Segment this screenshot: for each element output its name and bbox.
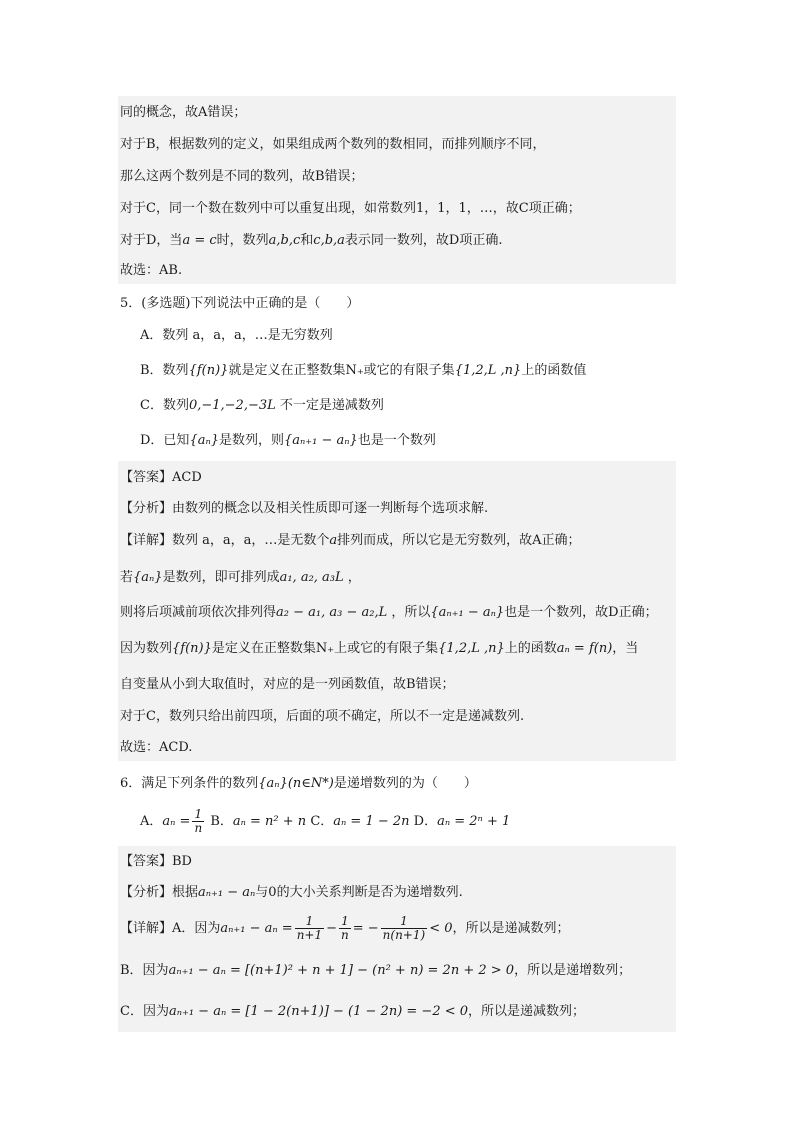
detail-line bbox=[120, 532, 581, 550]
option-c bbox=[310, 814, 413, 829]
math-expr: = − bbox=[352, 921, 379, 936]
numerator: 1 bbox=[295, 915, 324, 929]
text-run: C．因为 bbox=[120, 1004, 169, 1019]
text-line: 故选：AB. bbox=[120, 263, 183, 278]
math-expr: {aₙ₊₁ − aₙ} bbox=[284, 433, 358, 448]
fraction bbox=[381, 915, 428, 942]
text-run: 也是一个数列 bbox=[357, 433, 436, 448]
math-expr: a = c bbox=[182, 233, 217, 248]
text-line: 那么这两个数列是不同的数列，故B错误； bbox=[120, 169, 364, 184]
math-expr: 0,−1,−2,−3L bbox=[188, 398, 276, 413]
numerator: 1 bbox=[192, 808, 204, 822]
text-run: 则将后项减前项依次排列得 bbox=[120, 605, 277, 620]
text-run: ，所以 bbox=[387, 605, 431, 620]
math-expr: {aₙ}(n∈N*) bbox=[258, 776, 334, 791]
option-b bbox=[210, 814, 310, 829]
math-expr: {aₙ₊₁ − aₙ} bbox=[430, 605, 505, 620]
fraction bbox=[295, 915, 324, 942]
option-b bbox=[140, 362, 586, 380]
numerator: 1 bbox=[381, 915, 428, 929]
text-run: 时，数列 bbox=[216, 233, 269, 248]
option-c bbox=[140, 397, 384, 415]
text-run: ，当 bbox=[612, 641, 639, 656]
math-expr: a₁, a₂, a₃L bbox=[279, 570, 344, 585]
text-run: C．数列 bbox=[140, 398, 189, 413]
option-row bbox=[140, 808, 660, 842]
math-expr: c,b,a bbox=[313, 233, 345, 248]
math-expr: aₙ = n² + n bbox=[232, 814, 307, 829]
text-run: 是定义在正整数集N₊上或它的有限子集 bbox=[211, 641, 439, 656]
text-run: 若 bbox=[120, 570, 134, 585]
math-expr: aₙ₊₁ − aₙ = [(n+1)² + n + 1] − (n² + n) = 2n + 2 > 0 bbox=[168, 963, 515, 978]
text-run: ， bbox=[343, 570, 361, 585]
detail-line: 故选：ACD. bbox=[120, 740, 193, 755]
text-run: 对于D，当 bbox=[120, 233, 183, 248]
math-expr: {1,2,L ,n} bbox=[438, 641, 505, 656]
numerator: 1 bbox=[339, 915, 351, 929]
text-run: 因为数列 bbox=[120, 641, 173, 656]
detail-line bbox=[120, 1003, 585, 1021]
text-run: 排列而成，所以它是无穷数列，故A正确； bbox=[337, 533, 581, 548]
text-run: 也是一个数列，故D正确； bbox=[504, 605, 658, 620]
text-run: 是数列，即可排列成 bbox=[162, 570, 280, 585]
denominator: n bbox=[194, 821, 203, 835]
text-run: 和 bbox=[300, 233, 314, 248]
text-run: 上的函数 bbox=[504, 641, 557, 656]
math-expr: aₙ = 2ⁿ + 1 bbox=[437, 814, 511, 829]
text-run: 不一定是递减数列 bbox=[275, 398, 384, 413]
text-run: 【详解】数列 a，a，a，…是无数个 bbox=[120, 533, 330, 548]
detail-line bbox=[120, 912, 570, 946]
detail-line bbox=[120, 604, 658, 622]
denominator: n bbox=[341, 928, 349, 942]
denominator: n(n+1) bbox=[382, 928, 426, 942]
text-line: 对于C，同一个数在数列中可以重复出现，如常数列1，1，1，…，故C项正确； bbox=[120, 201, 581, 216]
detail-line bbox=[120, 962, 631, 980]
text-run: 【详解】A．因为 bbox=[120, 921, 221, 936]
math-expr: a bbox=[329, 533, 338, 548]
math-expr: aₙ = bbox=[162, 814, 191, 829]
math-expr: aₙ₊₁ − aₙ = [1 − 2(n+1)] − (1 − 2n) = −2 < 0 bbox=[168, 1004, 469, 1019]
fraction bbox=[339, 915, 351, 942]
math-expr: a,b,c bbox=[268, 233, 301, 248]
option-letter: D． bbox=[413, 814, 438, 829]
detail-line bbox=[120, 640, 638, 658]
text-run: ，所以是递减数列； bbox=[468, 1004, 586, 1019]
text-run: 上的函数值 bbox=[521, 363, 587, 378]
math-expr: {f(n)} bbox=[172, 641, 212, 656]
analysis-line: 【分析】由数列的概念以及相关性质即可逐一判断每个选项求解. bbox=[120, 501, 489, 516]
math-expr: {1,2,L ,n} bbox=[454, 363, 522, 378]
solution-shade-block bbox=[118, 96, 676, 284]
text-line bbox=[120, 232, 502, 250]
math-expr: aₙ₊₁ − aₙ = bbox=[220, 921, 293, 936]
detail-line: 自变量从小到大取值时，对应的是一列函数值，故B错误； bbox=[120, 677, 455, 692]
option-letter: A． bbox=[140, 814, 163, 829]
math-expr: {aₙ} bbox=[133, 570, 163, 585]
math-expr: {aₙ} bbox=[189, 433, 219, 448]
denominator: n+1 bbox=[296, 928, 323, 942]
text-run: ，所以是递减数列； bbox=[452, 921, 570, 936]
option-d bbox=[140, 432, 436, 450]
text-line: 同的概念，故A错误； bbox=[120, 105, 247, 120]
analysis-line bbox=[120, 884, 463, 902]
detail-line: 对于C，数列只给出前四项，后面的项不确定，所以不一定是递减数列. bbox=[120, 709, 525, 724]
math-expr: − bbox=[326, 921, 338, 936]
question-stem bbox=[120, 775, 477, 793]
text-run: 表示同一数列，故D项正确. bbox=[344, 233, 503, 248]
detail-line bbox=[120, 569, 361, 587]
math-expr: a₂ − a₁, a₃ − a₂,L bbox=[276, 605, 388, 620]
option-a: A．数列 a，a，a，…是无穷数列 bbox=[140, 328, 333, 343]
option-letter: C． bbox=[310, 814, 334, 829]
text-line: 对于B，根据数列的定义，如果组成两个数列的数相同，而排列顺序不同， bbox=[120, 137, 546, 152]
text-run: 是递增数列的为（ ） bbox=[333, 776, 477, 791]
answer-line: 【答案】BD bbox=[120, 854, 192, 869]
text-run: 就是定义在正整数集N₊或它的有限子集 bbox=[228, 363, 455, 378]
option-a bbox=[140, 807, 210, 835]
math-expr: aₙ = 1 − 2n bbox=[333, 814, 410, 829]
option-letter: B． bbox=[210, 814, 233, 829]
text-run: D．已知 bbox=[140, 433, 190, 448]
math-expr: < 0 bbox=[429, 921, 453, 936]
math-expr: aₙ = f(n) bbox=[556, 641, 613, 656]
question-stem: 5．(多选题)下列说法中正确的是（ ） bbox=[120, 296, 360, 311]
math-expr: {f(n)} bbox=[188, 363, 229, 378]
text-run: 是数列，则 bbox=[219, 433, 285, 448]
math-expr: aₙ₊₁ − aₙ bbox=[198, 885, 256, 900]
fraction bbox=[192, 808, 204, 835]
text-run: 6．满足下列条件的数列 bbox=[120, 776, 259, 791]
text-run: 与0的大小关系判断是否为递增数列. bbox=[255, 885, 463, 900]
option-d bbox=[414, 814, 511, 829]
text-run: ，所以是递增数列； bbox=[514, 963, 632, 978]
answer-line: 【答案】ACD bbox=[120, 470, 202, 485]
text-run: B．因为 bbox=[120, 963, 169, 978]
text-run: B．数列 bbox=[140, 363, 189, 378]
text-run: 【分析】根据 bbox=[120, 885, 199, 900]
